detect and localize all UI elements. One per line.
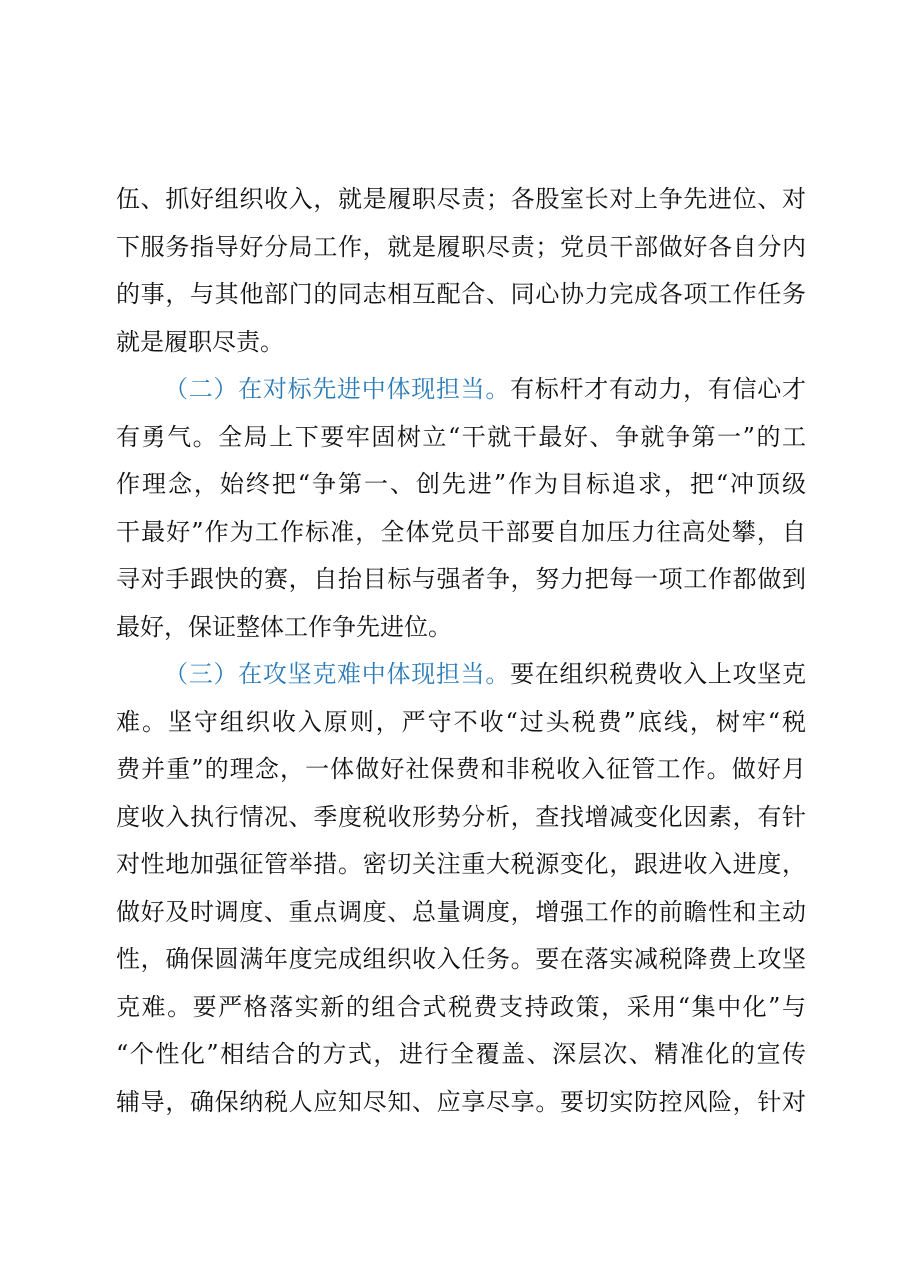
section-heading-2: （二）在对标先进中体现担当。 <box>164 375 511 403</box>
text-line: 度收入执行情况、季度税收形势分析，查找增减变化因素，有针 <box>116 802 806 831</box>
text-line: 难。坚守组织收入原则，严守不收“过头税费”底线，树牢“税 <box>116 707 806 736</box>
text-line: 干最好”作为工作标准，全体党员干部要自加压力往高处攀，自 <box>116 517 806 546</box>
text-line: 费并重”的理念，一体做好社保费和非税收入征管工作。做好月 <box>116 755 806 783</box>
text-line: 作理念，始终把“争第一、创先进”作为目标追求，把“冲顶级 <box>116 470 806 498</box>
text-line: 对性地加强征管举措。密切关注重大税源变化，跟进收入进度， <box>116 850 806 878</box>
text-run: 有标杆才有动力，有信心才 <box>510 375 807 403</box>
text-line: 最好，保证整体工作争先进位。 <box>116 612 452 641</box>
text-line: 辅导，确保纳税人应知尽知、应享尽享。要切实防控风险，针对 <box>116 1087 806 1116</box>
text-run: 要在组织税费收入上攻坚克 <box>510 660 807 688</box>
text-line: 克难。要严格落实新的组合式税费支持政策，采用“集中化”与 <box>116 992 806 1021</box>
paragraph-first-line <box>116 651 806 699</box>
text-line: 就是履职尽责。 <box>116 327 284 356</box>
text-line: 下服务指导好分局工作，就是履职尽责；党员干部做好各自分内 <box>116 232 806 261</box>
text-line: 的事，与其他部门的同志相互配合、同心协力完成各项工作任务 <box>116 280 806 308</box>
text-line: 寻对手跟快的赛，自抬目标与强者争，努力把每一项工作都做到 <box>116 565 806 593</box>
text-line: 做好及时调度、重点调度、总量调度，增强工作的前瞻性和主动 <box>116 897 806 926</box>
paragraph-first-line <box>116 366 806 414</box>
text-line: 性，确保圆满年度完成组织收入任务。要在落实减税降费上攻坚 <box>116 945 806 973</box>
section-heading-3: （三）在攻坚克难中体现担当。 <box>164 660 511 688</box>
text-line: 伍、抓好组织收入，就是履职尽责；各股室长对上争先进位、对 <box>116 185 806 213</box>
body-text <box>116 176 806 1126</box>
text-line: 有勇气。全局上下要牢固树立“干就干最好、争就争第一”的工 <box>116 422 806 451</box>
text-line: “个性化”相结合的方式，进行全覆盖、深层次、精准化的宣传 <box>116 1040 806 1068</box>
